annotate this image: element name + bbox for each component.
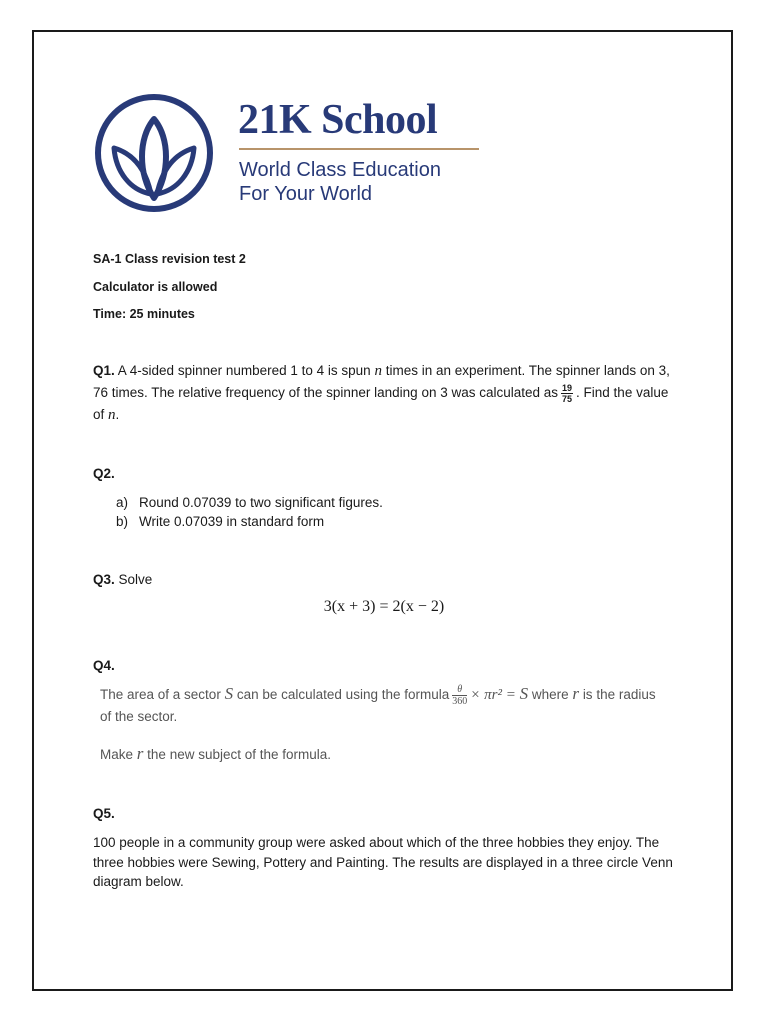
q1-text-a: A 4-sided spinner numbered 1 to 4 is spun bbox=[117, 363, 371, 378]
q4-var-s-2: S bbox=[519, 684, 529, 704]
q2-a-label: a) bbox=[116, 495, 129, 510]
q1-frac-num: 19 bbox=[562, 382, 573, 393]
q4-text-c: where bbox=[531, 687, 569, 703]
q4-instruction bbox=[100, 744, 660, 765]
q4-formula-rest: × πr² = bbox=[470, 687, 516, 704]
time-limit: Time: 25 minutes bbox=[93, 307, 195, 321]
q5-text: 100 people in a community group were asked about which of the three hobbies they enjoy. The three hobbies were Sewing, Pottery and Painting. The results are displayed in a three circle Venn diagram below. bbox=[93, 835, 673, 889]
q4-frac-den: 360 bbox=[452, 696, 468, 707]
question-3 bbox=[93, 569, 683, 591]
brand-name: 21K School bbox=[238, 97, 438, 143]
q4-var-s: S bbox=[224, 684, 234, 704]
q2-b-text: Write 0.07039 in standard form bbox=[139, 514, 325, 529]
q4-label: Q4. bbox=[93, 658, 115, 673]
lotus-emblem-icon bbox=[94, 94, 216, 212]
brand-divider bbox=[239, 148, 479, 150]
test-title: SA-1 Class revision test 2 bbox=[93, 252, 246, 266]
q5-label: Q5. bbox=[93, 806, 115, 821]
q4-statement bbox=[100, 684, 660, 727]
q1-var-n-2: n bbox=[108, 407, 116, 423]
q4-make-b: the new subject of the formula. bbox=[147, 747, 332, 762]
question-1 bbox=[93, 360, 683, 426]
q2-part-b bbox=[116, 512, 324, 531]
question-4-label bbox=[93, 655, 683, 677]
q4-text-b: can be calculated using the formula bbox=[236, 687, 450, 703]
question-5-label bbox=[93, 803, 683, 825]
question-2-label bbox=[93, 463, 683, 485]
q4-text-d: is the radius of the sector. bbox=[100, 687, 656, 724]
q1-label: Q1. bbox=[93, 363, 115, 378]
brand-tagline-line2: For Your World bbox=[239, 183, 373, 205]
q4-frac-num: θ bbox=[452, 684, 467, 696]
q2-part-a bbox=[116, 493, 383, 512]
calculator-note: Calculator is allowed bbox=[93, 280, 218, 294]
q1-text-c: . Find the value of bbox=[93, 385, 669, 422]
q1-text-b: times in an experiment. The spinner lands on 3, 76 times. The relative frequency of the spinner landing on 3 was calculated as bbox=[93, 363, 670, 400]
q4-var-r: r bbox=[572, 684, 580, 704]
q1-text-end: . bbox=[115, 407, 120, 422]
school-logo bbox=[94, 92, 484, 214]
q2-label: Q2. bbox=[93, 466, 115, 481]
q4-fraction bbox=[452, 684, 467, 707]
brand-tagline-line1: World Class Education bbox=[239, 159, 441, 181]
q2-b-label: b) bbox=[116, 514, 129, 529]
q3-equation: 3(x + 3) = 2(x − 2) bbox=[323, 598, 445, 615]
q3-label: Q3. bbox=[93, 572, 115, 587]
q1-var-n: n bbox=[374, 363, 382, 379]
q1-frac-den: 75 bbox=[562, 393, 573, 404]
q1-fraction bbox=[561, 383, 573, 404]
q4-var-r-2: r bbox=[136, 744, 144, 763]
q3-text: Solve bbox=[118, 572, 153, 587]
q2-a-text: Round 0.07039 to two significant figures. bbox=[139, 495, 383, 510]
q4-text-a: The area of a sector bbox=[100, 687, 221, 703]
q4-make-a: Make bbox=[100, 747, 134, 762]
